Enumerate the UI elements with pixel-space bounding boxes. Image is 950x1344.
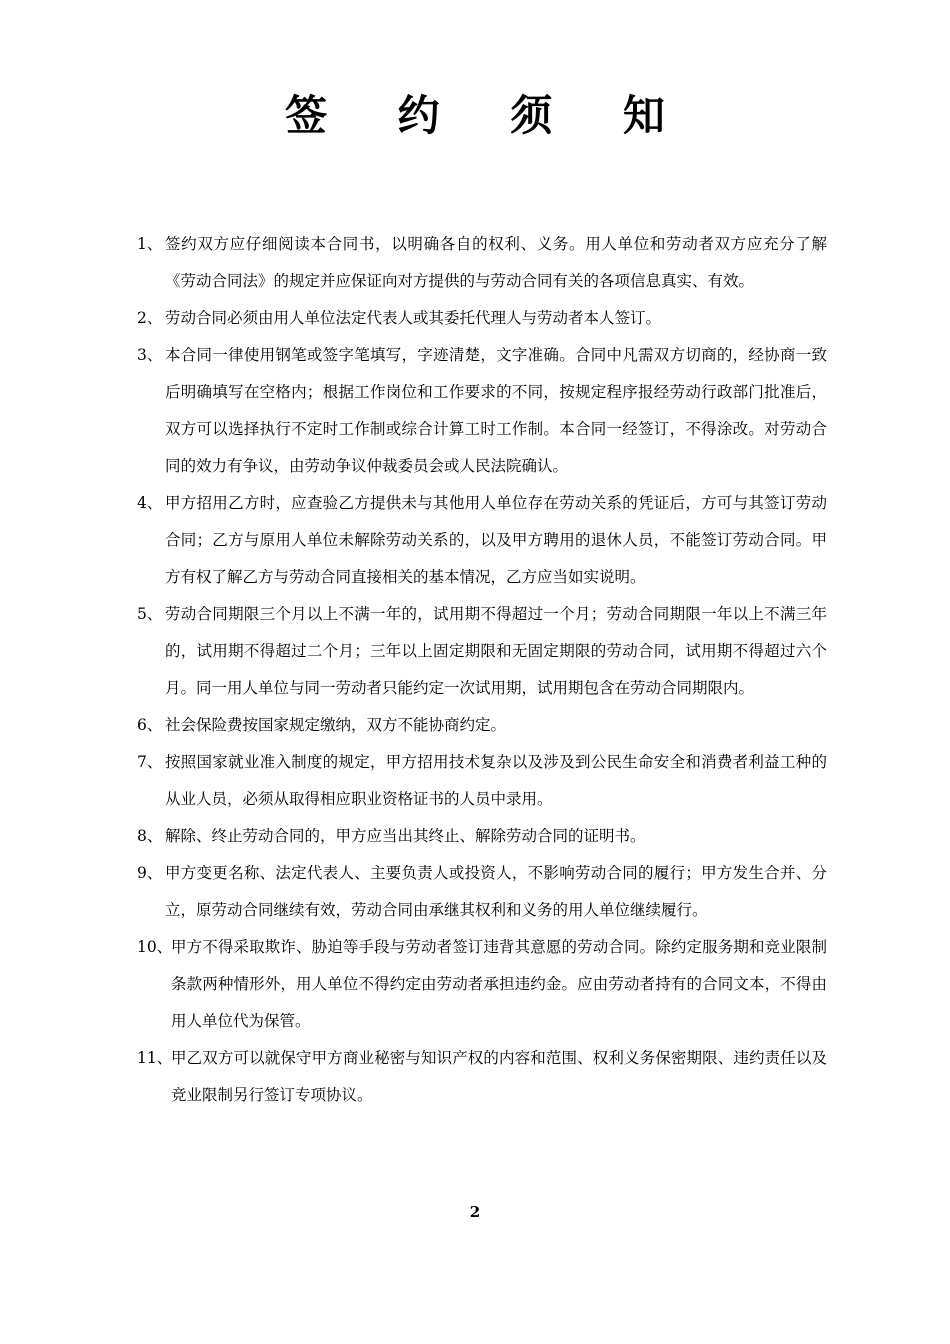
item-text: 按照国家就业准入制度的规定，甲方招用技术复杂以及涉及到公民生命安全和消费者利益工种的从业人员，必须从取得相应职业资格证书的人员中录用。 — [165, 753, 827, 808]
item-number: 3、 — [137, 346, 163, 364]
page-number: 2 — [469, 1203, 481, 1221]
item-number: 1、 — [137, 235, 163, 253]
list-item — [137, 337, 827, 485]
item-number: 6、 — [137, 716, 163, 734]
list-item — [137, 1040, 827, 1114]
item-text: 本合同一律使用钢笔或签字笔填写，字迹清楚，文字准确。合同中凡需双方切商的，经协商一致后明确填写在空格内；根据工作岗位和工作要求的不同，按规定程序报经劳动行政部门批准后，双方可以选择执行不定时工作制或综合计算工时工作制。本合同一经签订，不得涂改。对劳动合同的效力有争议，由劳动争议仲裁委员会或人民法院确认。 — [165, 346, 827, 475]
list-item — [137, 300, 827, 337]
item-text: 社会保险费按国家规定缴纳，双方不能协商约定。 — [165, 716, 507, 734]
item-text: 甲方招用乙方时，应查验乙方提供未与其他用人单位存在劳动关系的凭证后，方可与其签订劳动合同；乙方与原用人单位未解除劳动关系的，以及甲方聘用的退休人员，不能签订劳动合同。甲方有权了解乙方与劳动合同直接相关的基本情况，乙方应当如实说明。 — [165, 494, 827, 586]
item-text: 甲方变更名称、法定代表人、主要负责人或投资人，不影响劳动合同的履行；甲方发生合并、分立，原劳动合同继续有效，劳动合同由承继其权利和义务的用人单位继续履行。 — [165, 864, 827, 919]
item-number: 11、 — [137, 1049, 173, 1067]
item-number: 2、 — [137, 309, 163, 327]
list-item — [137, 744, 827, 818]
item-text: 甲乙双方可以就保守甲方商业秘密与知识产权的内容和范围、权利义务保密期限、违约责任以及竞业限制另行签订专项协议。 — [171, 1049, 827, 1104]
item-number: 9、 — [137, 864, 163, 882]
list-item — [137, 485, 827, 596]
item-number: 8、 — [137, 827, 163, 845]
list-item — [137, 818, 827, 855]
item-number: 5、 — [137, 605, 163, 623]
list-item — [137, 707, 827, 744]
item-text: 劳动合同必须由用人单位法定代表人或其委托代理人与劳动者本人签订。 — [165, 309, 662, 327]
item-number: 10、 — [137, 938, 173, 956]
list-item — [137, 855, 827, 929]
item-number: 7、 — [137, 753, 163, 771]
item-text: 甲方不得采取欺诈、胁迫等手段与劳动者签订违背其意愿的劳动合同。除约定服务期和竞业限制条款两种情形外，用人单位不得约定由劳动者承担违约金。应由劳动者持有的合同文本，不得由用人单位代为保管。 — [171, 938, 827, 1030]
page-title: 签 约 须 知 — [285, 91, 693, 140]
item-text: 劳动合同期限三个月以上不满一年的，试用期不得超过一个月；劳动合同期限一年以上不满三年的，试用期不得超过二个月；三年以上固定期限和无固定期限的劳动合同，试用期不得超过六个月。同一用人单位与同一劳动者只能约定一次试用期，试用期包含在劳动合同期限内。 — [165, 605, 827, 697]
item-text: 签约双方应仔细阅读本合同书，以明确各自的权利、义务。用人单位和劳动者双方应充分了解《劳动合同法》的规定并应保证向对方提供的与劳动合同有关的各项信息真实、有效。 — [165, 235, 827, 290]
list-item — [137, 226, 827, 300]
list-item — [137, 929, 827, 1040]
item-number: 4、 — [137, 494, 163, 512]
notice-list — [137, 226, 827, 1114]
list-item — [137, 596, 827, 707]
item-text: 解除、终止劳动合同的，甲方应当出其终止、解除劳动合同的证明书。 — [165, 827, 646, 845]
